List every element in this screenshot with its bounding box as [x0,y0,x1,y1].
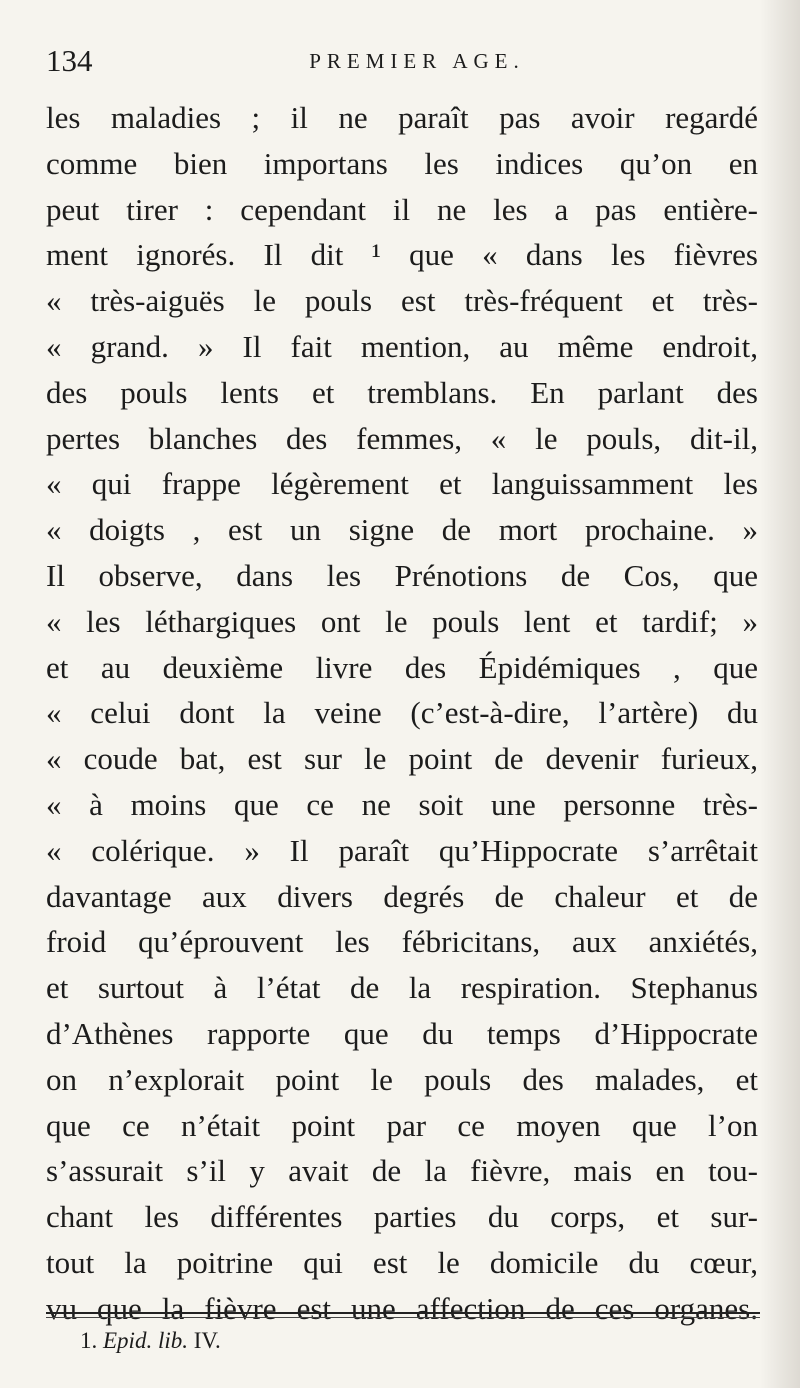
text-line: d’Athènes rapporte que du temps d’Hippocrate [46,1015,758,1051]
text-line: tout la poitrine qui est le domicile du cœur, [46,1244,758,1280]
text-line: « coude bat, est sur le point de devenir furieux, [46,741,758,777]
text-line: que ce n’était point par ce moyen que l’on [46,1107,758,1143]
text-line: « qui frappe légèrement et languissamment les [46,466,758,502]
footnote-rule-thin [46,1317,760,1318]
text-line: ment ignorés. Il dit ¹ que « dans les fièvres [46,237,758,273]
footnote-text: Epid. lib. [103,1328,194,1353]
text-line: froid qu’éprouvent les fébricitans, aux anxiétés, [46,924,758,960]
text-line: « les léthargiques ont le pouls lent et tardif; » [46,603,758,639]
text-line: chant les différentes parties du corps, et sur- [46,1199,758,1235]
text-line: « grand. » Il fait mention, au même endroit, [46,328,758,364]
text-line: « à moins que ce ne soit une personne très- [46,786,758,822]
text-line: vu que la fièvre est une affection de ces organes. [46,1290,758,1326]
text-line: et surtout à l’état de la respiration. Stephanus [46,970,758,1006]
text-line: les maladies ; il ne paraît pas avoir regardé [46,100,758,135]
text-line: « doigts , est un signe de mort prochaine. » [46,512,758,548]
text-line: « très-aiguës le pouls est très-fréquent et très- [46,283,758,319]
text-line: peut tirer : cependant il ne les a pas entière- [46,191,758,227]
text-line: davantage aux divers degrés de chaleur et de [46,878,758,914]
footnote-marker: 1. [80,1328,103,1353]
text-line: on n’explorait point le pouls des malades, et [46,1061,758,1097]
page-edge-shadow [760,0,800,1388]
page-header [46,38,760,84]
text-line: Il observe, dans les Prénotions de Cos, que [46,557,758,593]
body-text [46,95,758,1332]
footnote [80,1324,680,1358]
text-line: pertes blanches des femmes, « le pouls, dit-il, [46,420,758,456]
text-line: des pouls lents et tremblans. En parlant des [46,374,758,410]
text-line: comme bien importans les indices qu’on en [46,145,758,181]
footnote-rule [46,1312,760,1314]
text-line: « celui dont la veine (c’est-à-dire, l’artère) du [46,695,758,731]
footnote-book: IV. [193,1328,221,1353]
text-line: et au deuxième livre des Épidémiques , que [46,649,758,685]
page-number: 134 [46,43,93,78]
running-head: PREMIER AGE. [309,49,525,73]
text-line: « colérique. » Il paraît qu’Hippocrate s’arrêtait [46,832,758,868]
text-line: s’assurait s’il y avait de la fièvre, mais en tou- [46,1153,758,1189]
